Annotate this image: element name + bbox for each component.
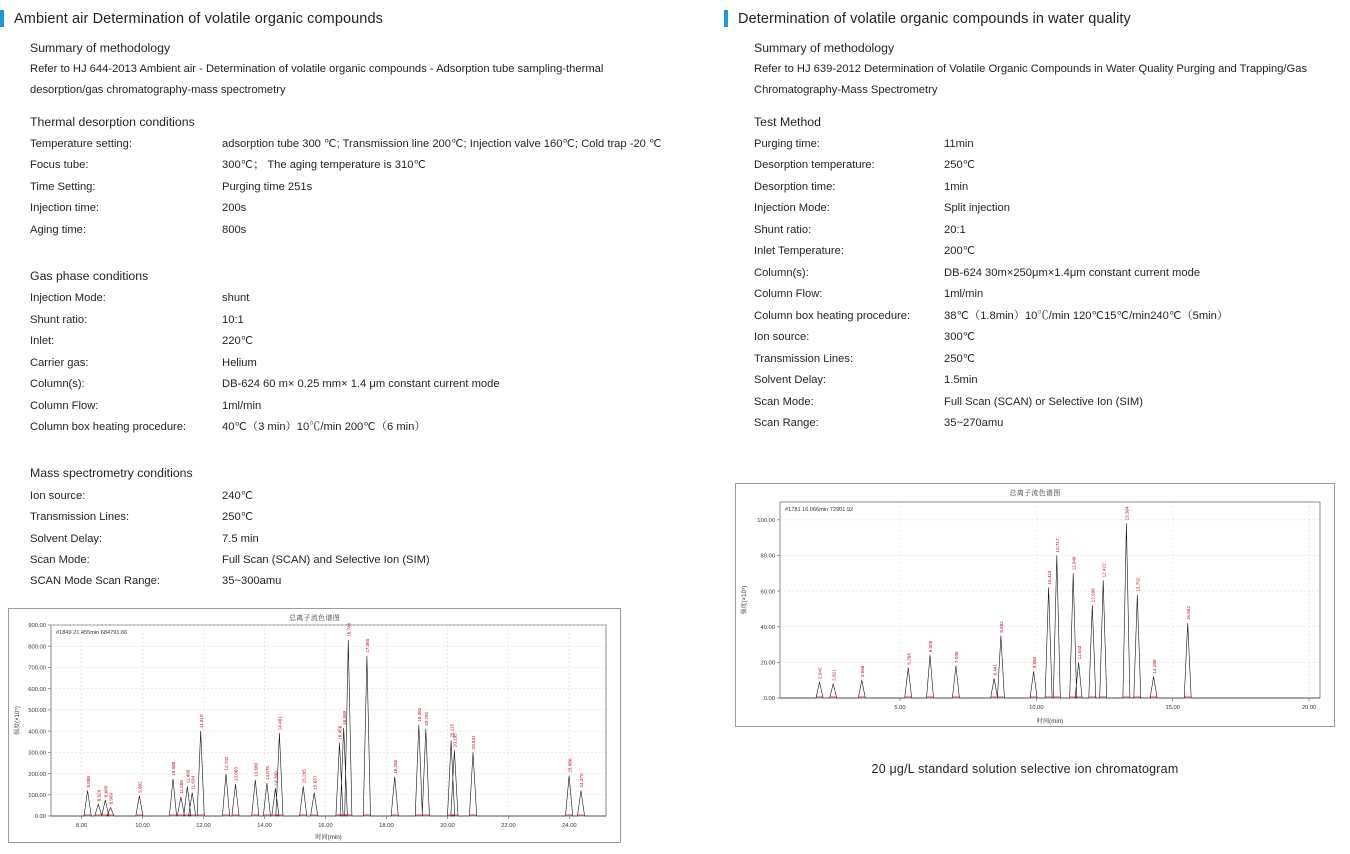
- row-value: Purging time 251s: [222, 180, 313, 193]
- svg-text:强度(×10⁵): 强度(×10⁵): [742, 585, 748, 615]
- svg-text:20.841: 20.841: [471, 735, 477, 750]
- svg-text:14.399: 14.399: [273, 771, 279, 786]
- left-thermal-table: [30, 134, 686, 241]
- svg-text:900.00: 900.00: [28, 623, 46, 630]
- table-row: [754, 284, 1330, 305]
- table-row: [754, 348, 1330, 369]
- row-value: DB-624 60 m× 0.25 mm× 1.4 μm constant current mode: [222, 378, 500, 391]
- table-row: [754, 391, 1330, 412]
- svg-text:时间(min): 时间(min): [1036, 718, 1064, 725]
- right-summary-line-1: Refer to HJ 639-2012 Determination of Volatile Organic Compounds in Water Quality Purging and Trapping/Gas: [754, 63, 1308, 75]
- svg-text:3.568: 3.568: [860, 665, 866, 678]
- row-value: 250℃: [944, 352, 976, 365]
- svg-text:10.415: 10.415: [1046, 570, 1052, 585]
- row-key: Desorption time:: [754, 180, 836, 193]
- table-row: [30, 198, 686, 219]
- svg-text:13.680: 13.680: [253, 762, 259, 777]
- right-chart-caption: 20 μg/L standard solution selective ion chromatogram: [871, 762, 1179, 776]
- svg-text:24.370: 24.370: [579, 773, 585, 788]
- table-row: [754, 262, 1330, 283]
- svg-text:5.264: 5.264: [906, 653, 912, 665]
- svg-text:19.292: 19.292: [423, 711, 429, 726]
- row-key: Column Flow:: [754, 288, 823, 301]
- svg-text:#1781 16.066min 72901.92: #1781 16.066min 72901.92: [785, 507, 854, 513]
- svg-text:12.00: 12.00: [196, 823, 211, 829]
- row-key: Inlet:: [30, 335, 55, 348]
- table-row: [30, 374, 686, 395]
- spacer: [30, 438, 686, 452]
- accent-bar: [0, 10, 4, 27]
- row-key: Solvent Delay:: [30, 532, 103, 545]
- row-key: Injection Mode:: [30, 292, 106, 305]
- right-test-heading: Test Method: [754, 114, 821, 129]
- svg-text:60.00: 60.00: [760, 589, 775, 596]
- table-row: [754, 198, 1330, 219]
- svg-text:8.909: 8.909: [108, 793, 114, 805]
- svg-text:2.042: 2.042: [817, 667, 823, 679]
- svg-text:11.349: 11.349: [1071, 556, 1077, 571]
- row-value: 11min: [944, 137, 974, 150]
- row-value: 300℃； The aging temperature is 310℃: [222, 159, 427, 172]
- row-key: Aging time:: [30, 223, 86, 236]
- svg-text:8.685: 8.685: [103, 785, 109, 798]
- row-value: 10:1: [222, 313, 244, 326]
- table-row: [30, 571, 686, 592]
- svg-text:16.599: 16.599: [341, 710, 347, 725]
- left-thermal-heading: Thermal desorption conditions: [30, 114, 195, 129]
- row-key: Column(s):: [754, 266, 809, 279]
- svg-text:13.702: 13.702: [1135, 577, 1141, 592]
- svg-text:600.00: 600.00: [28, 686, 46, 693]
- svg-text:19.062: 19.062: [416, 707, 422, 722]
- left-gas-heading: Gas phase conditions: [30, 268, 149, 283]
- row-key: Column box heating procedure:: [30, 421, 187, 434]
- svg-text:300.00: 300.00: [28, 750, 46, 757]
- svg-text:8.088: 8.088: [85, 776, 91, 788]
- svg-text:7.046: 7.046: [954, 651, 960, 663]
- svg-text:24.00: 24.00: [562, 823, 577, 829]
- left-chromatogram-chart: [8, 608, 621, 843]
- right-body: [700, 41, 1350, 434]
- svg-text:8.00: 8.00: [75, 823, 88, 829]
- row-key: Shunt ratio:: [754, 223, 812, 236]
- svg-text:15.00: 15.00: [1165, 705, 1180, 711]
- svg-text:6.005: 6.005: [928, 640, 934, 653]
- svg-text:14.00: 14.00: [257, 823, 272, 829]
- svg-text:200.00: 200.00: [28, 771, 46, 778]
- right-summary-line-2: Chromatography-Mass Spectrometry: [754, 84, 938, 97]
- row-value: Full Scan (SCAN) or Selective Ion (SIM): [944, 395, 1143, 408]
- svg-text:16.00: 16.00: [318, 823, 333, 829]
- svg-text:11.408: 11.408: [185, 769, 191, 784]
- svg-text:20.00: 20.00: [1301, 705, 1317, 711]
- svg-text:11.910: 11.910: [198, 714, 204, 729]
- left-summary-heading: Summary of methodology: [30, 41, 171, 55]
- accent-bar: [724, 10, 728, 27]
- row-value: 35~270amu: [944, 417, 1004, 430]
- row-value: 1ml/min: [222, 399, 262, 412]
- table-row: [754, 413, 1330, 434]
- row-key: Scan Mode:: [754, 395, 814, 408]
- svg-text:12.742: 12.742: [224, 756, 230, 771]
- row-value: 300℃: [944, 331, 976, 344]
- table-row: [30, 417, 686, 438]
- row-key: Time Setting:: [30, 180, 96, 193]
- svg-text:8.524: 8.524: [96, 789, 102, 802]
- table-row: [30, 309, 686, 330]
- svg-text:0.00: 0.00: [763, 696, 775, 703]
- svg-text:14.481: 14.481: [277, 716, 283, 731]
- svg-text:14.289: 14.289: [1151, 659, 1157, 674]
- svg-text:80.00: 80.00: [760, 553, 775, 560]
- svg-text:22.00: 22.00: [501, 823, 516, 829]
- svg-text:10.717: 10.717: [1055, 538, 1061, 553]
- svg-text:13.304: 13.304: [1124, 506, 1130, 521]
- svg-text:8.441: 8.441: [992, 663, 998, 676]
- row-key: Injection time:: [30, 202, 100, 215]
- row-value: 35~300amu: [222, 575, 282, 588]
- svg-text:20.115: 20.115: [449, 723, 455, 738]
- svg-text:100.00: 100.00: [757, 518, 775, 525]
- svg-text:10.00: 10.00: [135, 823, 150, 829]
- row-value: 250℃: [222, 511, 254, 524]
- row-key: Column Flow:: [30, 399, 99, 412]
- left-section-title: [0, 10, 700, 27]
- row-value: 7.5 min: [222, 532, 259, 545]
- svg-text:8.682: 8.682: [999, 621, 1005, 633]
- row-value: adsorption tube 300 ℃; Transmission line 200℃; Injection valve 160℃; Cold trap -20 ℃: [222, 137, 662, 150]
- table-row: [754, 155, 1330, 176]
- table-row: [30, 485, 686, 506]
- row-key: Carrier gas:: [30, 356, 89, 369]
- row-key: Temperature setting:: [30, 137, 132, 150]
- row-value: DB-624 30m×250μm×1.4μm constant current mode: [944, 266, 1201, 279]
- left-gas-table: [30, 288, 686, 438]
- table-row: [754, 134, 1330, 155]
- svg-text:11.288: 11.288: [179, 780, 185, 794]
- left-ms-table: [30, 485, 686, 592]
- left-body: [0, 41, 700, 593]
- svg-text:15.552: 15.552: [1185, 606, 1191, 621]
- svg-text:强度(×10⁵): 强度(×10⁵): [15, 706, 21, 735]
- svg-text:18.00: 18.00: [379, 823, 394, 829]
- right-test-table: [754, 134, 1330, 435]
- svg-text:500.00: 500.00: [28, 708, 46, 715]
- svg-text:9.882: 9.882: [137, 781, 143, 793]
- row-key: Transmission Lines:: [30, 511, 130, 524]
- svg-text:11.543: 11.543: [1076, 645, 1082, 660]
- table-row: [754, 219, 1330, 240]
- row-key: Focus tube:: [30, 159, 89, 172]
- table-row: [30, 155, 686, 176]
- svg-text:9.883: 9.883: [1031, 656, 1037, 669]
- svg-text:5.00: 5.00: [894, 705, 906, 711]
- svg-text:18.265: 18.265: [392, 759, 398, 774]
- svg-text:时间(min): 时间(min): [315, 834, 342, 841]
- row-value: 250℃: [944, 159, 976, 172]
- spacer: [30, 241, 686, 255]
- row-key: Solvent Delay:: [754, 374, 827, 387]
- table-row: [30, 528, 686, 549]
- row-value: 1ml/min: [944, 288, 984, 301]
- row-value: 220℃: [222, 335, 254, 348]
- table-row: [30, 507, 686, 528]
- left-heading-text: Ambient air Determination of volatile organic compounds: [14, 10, 383, 27]
- svg-text:800.00: 800.00: [28, 644, 46, 651]
- row-key: Injection Mode:: [754, 202, 830, 215]
- svg-text:400.00: 400.00: [28, 729, 46, 736]
- row-value: Helium: [222, 356, 257, 369]
- table-row: [30, 395, 686, 416]
- svg-text:16.456: 16.456: [337, 725, 343, 740]
- svg-text:11.634: 11.634: [190, 775, 196, 790]
- chromatogram-svg: [9, 609, 620, 842]
- svg-text:15.265: 15.265: [301, 769, 307, 784]
- table-row: [30, 550, 686, 571]
- row-value: 38℃（1.8min）10℃/min 120℃15℃/min240℃（5min）: [944, 309, 1229, 322]
- table-row: [30, 352, 686, 373]
- row-value: 800s: [222, 223, 247, 236]
- row-key: Ion source:: [30, 489, 86, 502]
- right-chromatogram-chart: [735, 483, 1335, 727]
- row-value: Full Scan (SCAN) and Selective Ion (SIM): [222, 553, 430, 566]
- svg-text:0.00: 0.00: [34, 814, 46, 821]
- row-value: 200s: [222, 202, 247, 215]
- svg-text:20.00: 20.00: [440, 823, 455, 829]
- row-key: Ion source:: [754, 331, 810, 344]
- table-row: [30, 288, 686, 309]
- table-row: [754, 241, 1330, 262]
- chart-title: 总离子流色谱图: [1009, 490, 1061, 497]
- row-value: 200℃: [944, 245, 976, 258]
- row-key: SCAN Mode Scan Range:: [30, 575, 160, 588]
- row-key: Inlet Temperature:: [754, 245, 844, 258]
- chromatogram-svg: [736, 484, 1334, 726]
- table-row: [754, 370, 1330, 391]
- right-summary-heading: Summary of methodology: [754, 41, 895, 55]
- table-row: [754, 327, 1330, 348]
- row-value: 1min: [944, 180, 969, 193]
- row-key: Column(s):: [30, 378, 85, 391]
- row-key: Column box heating procedure:: [754, 309, 911, 322]
- table-row: [30, 219, 686, 240]
- svg-text:12.422: 12.422: [1101, 563, 1107, 578]
- svg-text:40.00: 40.00: [760, 624, 775, 631]
- row-value: 20:1: [944, 223, 966, 236]
- row-key: Desorption temperature:: [754, 159, 875, 172]
- row-key: Transmission Lines:: [754, 352, 854, 365]
- table-row: [754, 177, 1330, 198]
- row-value: 240℃: [222, 489, 254, 502]
- svg-text:14.076: 14.076: [265, 766, 271, 781]
- row-key: Scan Mode:: [30, 553, 90, 566]
- table-row: [30, 331, 686, 352]
- row-value: Split injection: [944, 202, 1010, 215]
- chart-plot-area: [9, 609, 620, 842]
- svg-text:20.195: 20.195: [452, 733, 458, 748]
- row-key: Scan Range:: [754, 417, 819, 430]
- svg-text:23.986: 23.986: [567, 758, 573, 773]
- svg-text:12.008: 12.008: [1090, 588, 1096, 603]
- table-row: [754, 305, 1330, 326]
- left-ms-heading: Mass spectrometry conditions: [30, 466, 193, 481]
- chart-plot-area: [736, 484, 1334, 726]
- row-value: 40℃（3 min）10℃/min 200℃（6 min）: [222, 421, 426, 434]
- right-heading-text: Determination of volatile organic compounds in water quality: [738, 10, 1131, 27]
- left-summary-line-2: desorption/gas chromatography-mass spectrometry: [30, 84, 286, 97]
- svg-text:2.821: 2.821: [831, 669, 837, 681]
- chart-title: 总离子流色谱图: [288, 615, 341, 622]
- svg-text:20.00: 20.00: [760, 660, 775, 667]
- svg-text:10.00: 10.00: [1029, 705, 1044, 711]
- svg-text:#1849 21.455min 684791.66: #1849 21.455min 684791.66: [56, 630, 128, 636]
- svg-text:13.063: 13.063: [233, 767, 239, 782]
- svg-text:700.00: 700.00: [28, 665, 46, 672]
- right-column: [700, 0, 1350, 776]
- row-key: Purging time:: [754, 137, 820, 150]
- svg-text:10.988: 10.988: [171, 761, 177, 776]
- table-row: [30, 177, 686, 198]
- svg-text:100.00: 100.00: [28, 792, 46, 799]
- svg-text:17.360: 17.360: [365, 638, 371, 653]
- svg-text:16.746: 16.746: [346, 622, 352, 637]
- table-row: [30, 134, 686, 155]
- right-section-title: [700, 10, 1350, 27]
- row-key: Shunt ratio:: [30, 313, 88, 326]
- row-value: 1.5min: [944, 374, 978, 387]
- left-summary-line-1: Refer to HJ 644-2013 Ambient air - Determination of volatile organic compounds - Adsorption tube sampling-thermal: [30, 63, 604, 75]
- row-value: shunt: [222, 292, 250, 305]
- svg-text:15.637: 15.637: [312, 775, 318, 790]
